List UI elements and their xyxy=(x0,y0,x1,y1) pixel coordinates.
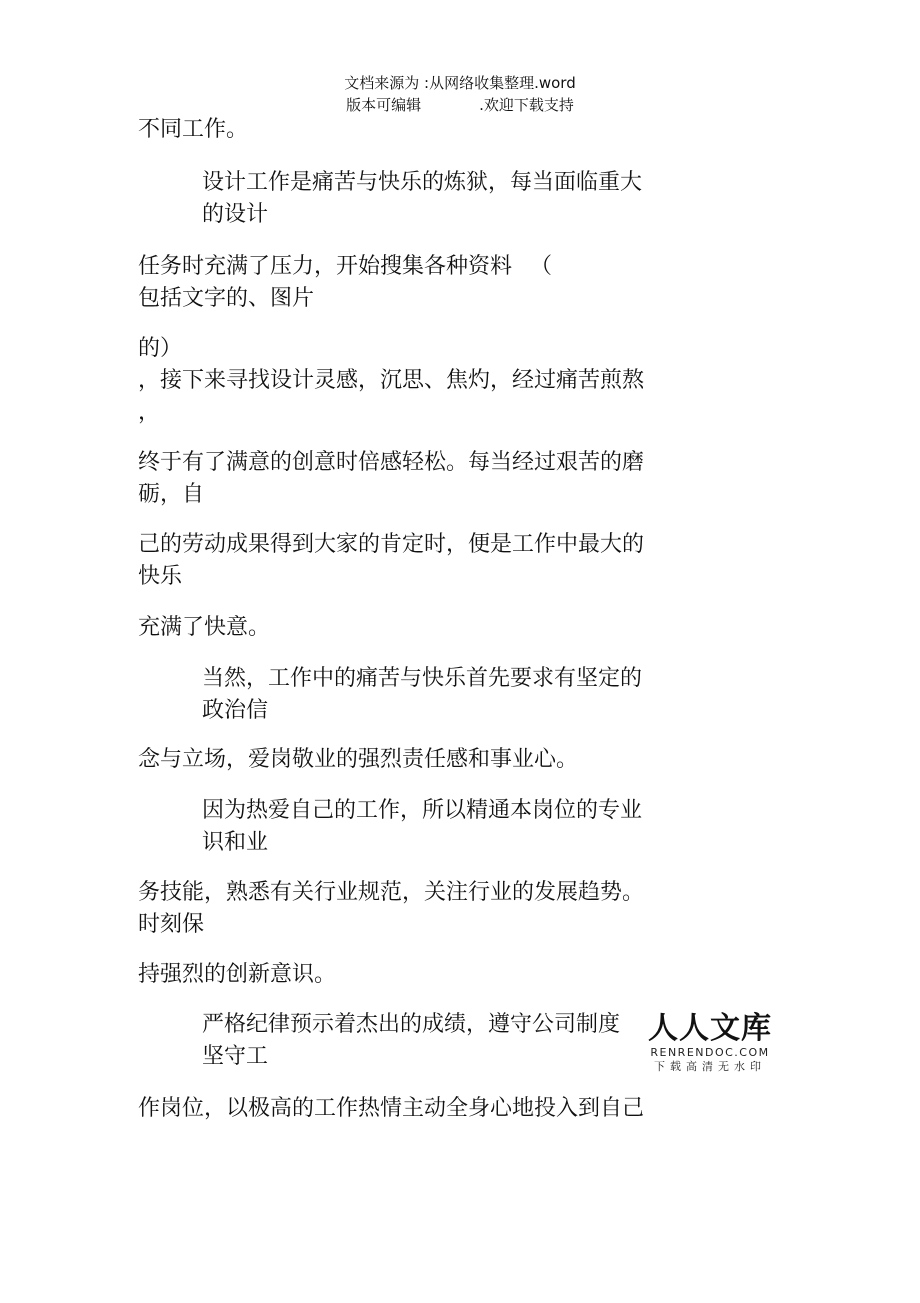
text-line: 的设计 xyxy=(202,202,269,227)
text-line: 设计工作是痛苦与快乐的炼狱，每当面临重大 xyxy=(202,170,643,195)
text-line: 的） xyxy=(138,336,183,361)
text-line: 包括文字的、图片 xyxy=(138,286,315,311)
watermark-url: RENRENDOC.COM xyxy=(650,1046,770,1059)
header-line-2 xyxy=(0,94,920,116)
text-line: 己的劳动成果得到大家的肯定时，便是工作中最大的 xyxy=(138,532,645,557)
text-line: 充满了快意。 xyxy=(138,615,271,640)
text-line: 念与立场，爱岗敬业的强烈责任感和事业心。 xyxy=(138,747,579,772)
text-line: 政治信 xyxy=(202,698,269,723)
text-line: 不同工作。 xyxy=(138,117,249,142)
text-line: 坚守工 xyxy=(202,1044,269,1069)
watermark-logo xyxy=(648,1012,772,1074)
text-line: 严格纪律预示着杰出的成绩，遵守公司制度 xyxy=(202,1012,621,1037)
text-line: ，接下来寻找设计灵感，沉思、焦灼，经过痛苦煎熬 xyxy=(138,368,645,393)
text-line: ， xyxy=(138,400,161,425)
text-line: 砺，自 xyxy=(138,482,205,507)
page-header xyxy=(0,72,920,116)
text-line: 务技能，熟悉有关行业规范，关注行业的发展趋势。 xyxy=(138,880,645,905)
text-line: 终于有了满意的创意时倍感轻松。每当经过艰苦的磨 xyxy=(138,450,645,475)
text-line: 任务时充满了压力，开始搜集各种资料 （ xyxy=(138,254,552,279)
text-line: 作岗位，以极高的工作热情主动全身心地投入到自己 xyxy=(138,1096,645,1121)
watermark-subtitle: 下载高清无水印 xyxy=(654,1060,766,1073)
watermark-title: 人人文库 xyxy=(648,1011,772,1046)
text-line: 因为热爱自己的工作，所以精通本岗位的专业 xyxy=(202,798,643,823)
text-line: 识和业 xyxy=(202,830,269,855)
text-line: 快乐 xyxy=(138,564,183,589)
text-line: 持强烈的创新意识。 xyxy=(138,962,337,987)
text-line: 当然，工作中的痛苦与快乐首先要求有坚定的 xyxy=(202,666,643,691)
header-line-1: 文档来源为 :从网络收集整理.word xyxy=(344,74,576,92)
header-line-2-left: 版本可编辑 xyxy=(346,96,422,114)
text-line: 时刻保 xyxy=(138,912,205,937)
header-line-2-right: .欢迎下载支持 xyxy=(479,96,574,114)
